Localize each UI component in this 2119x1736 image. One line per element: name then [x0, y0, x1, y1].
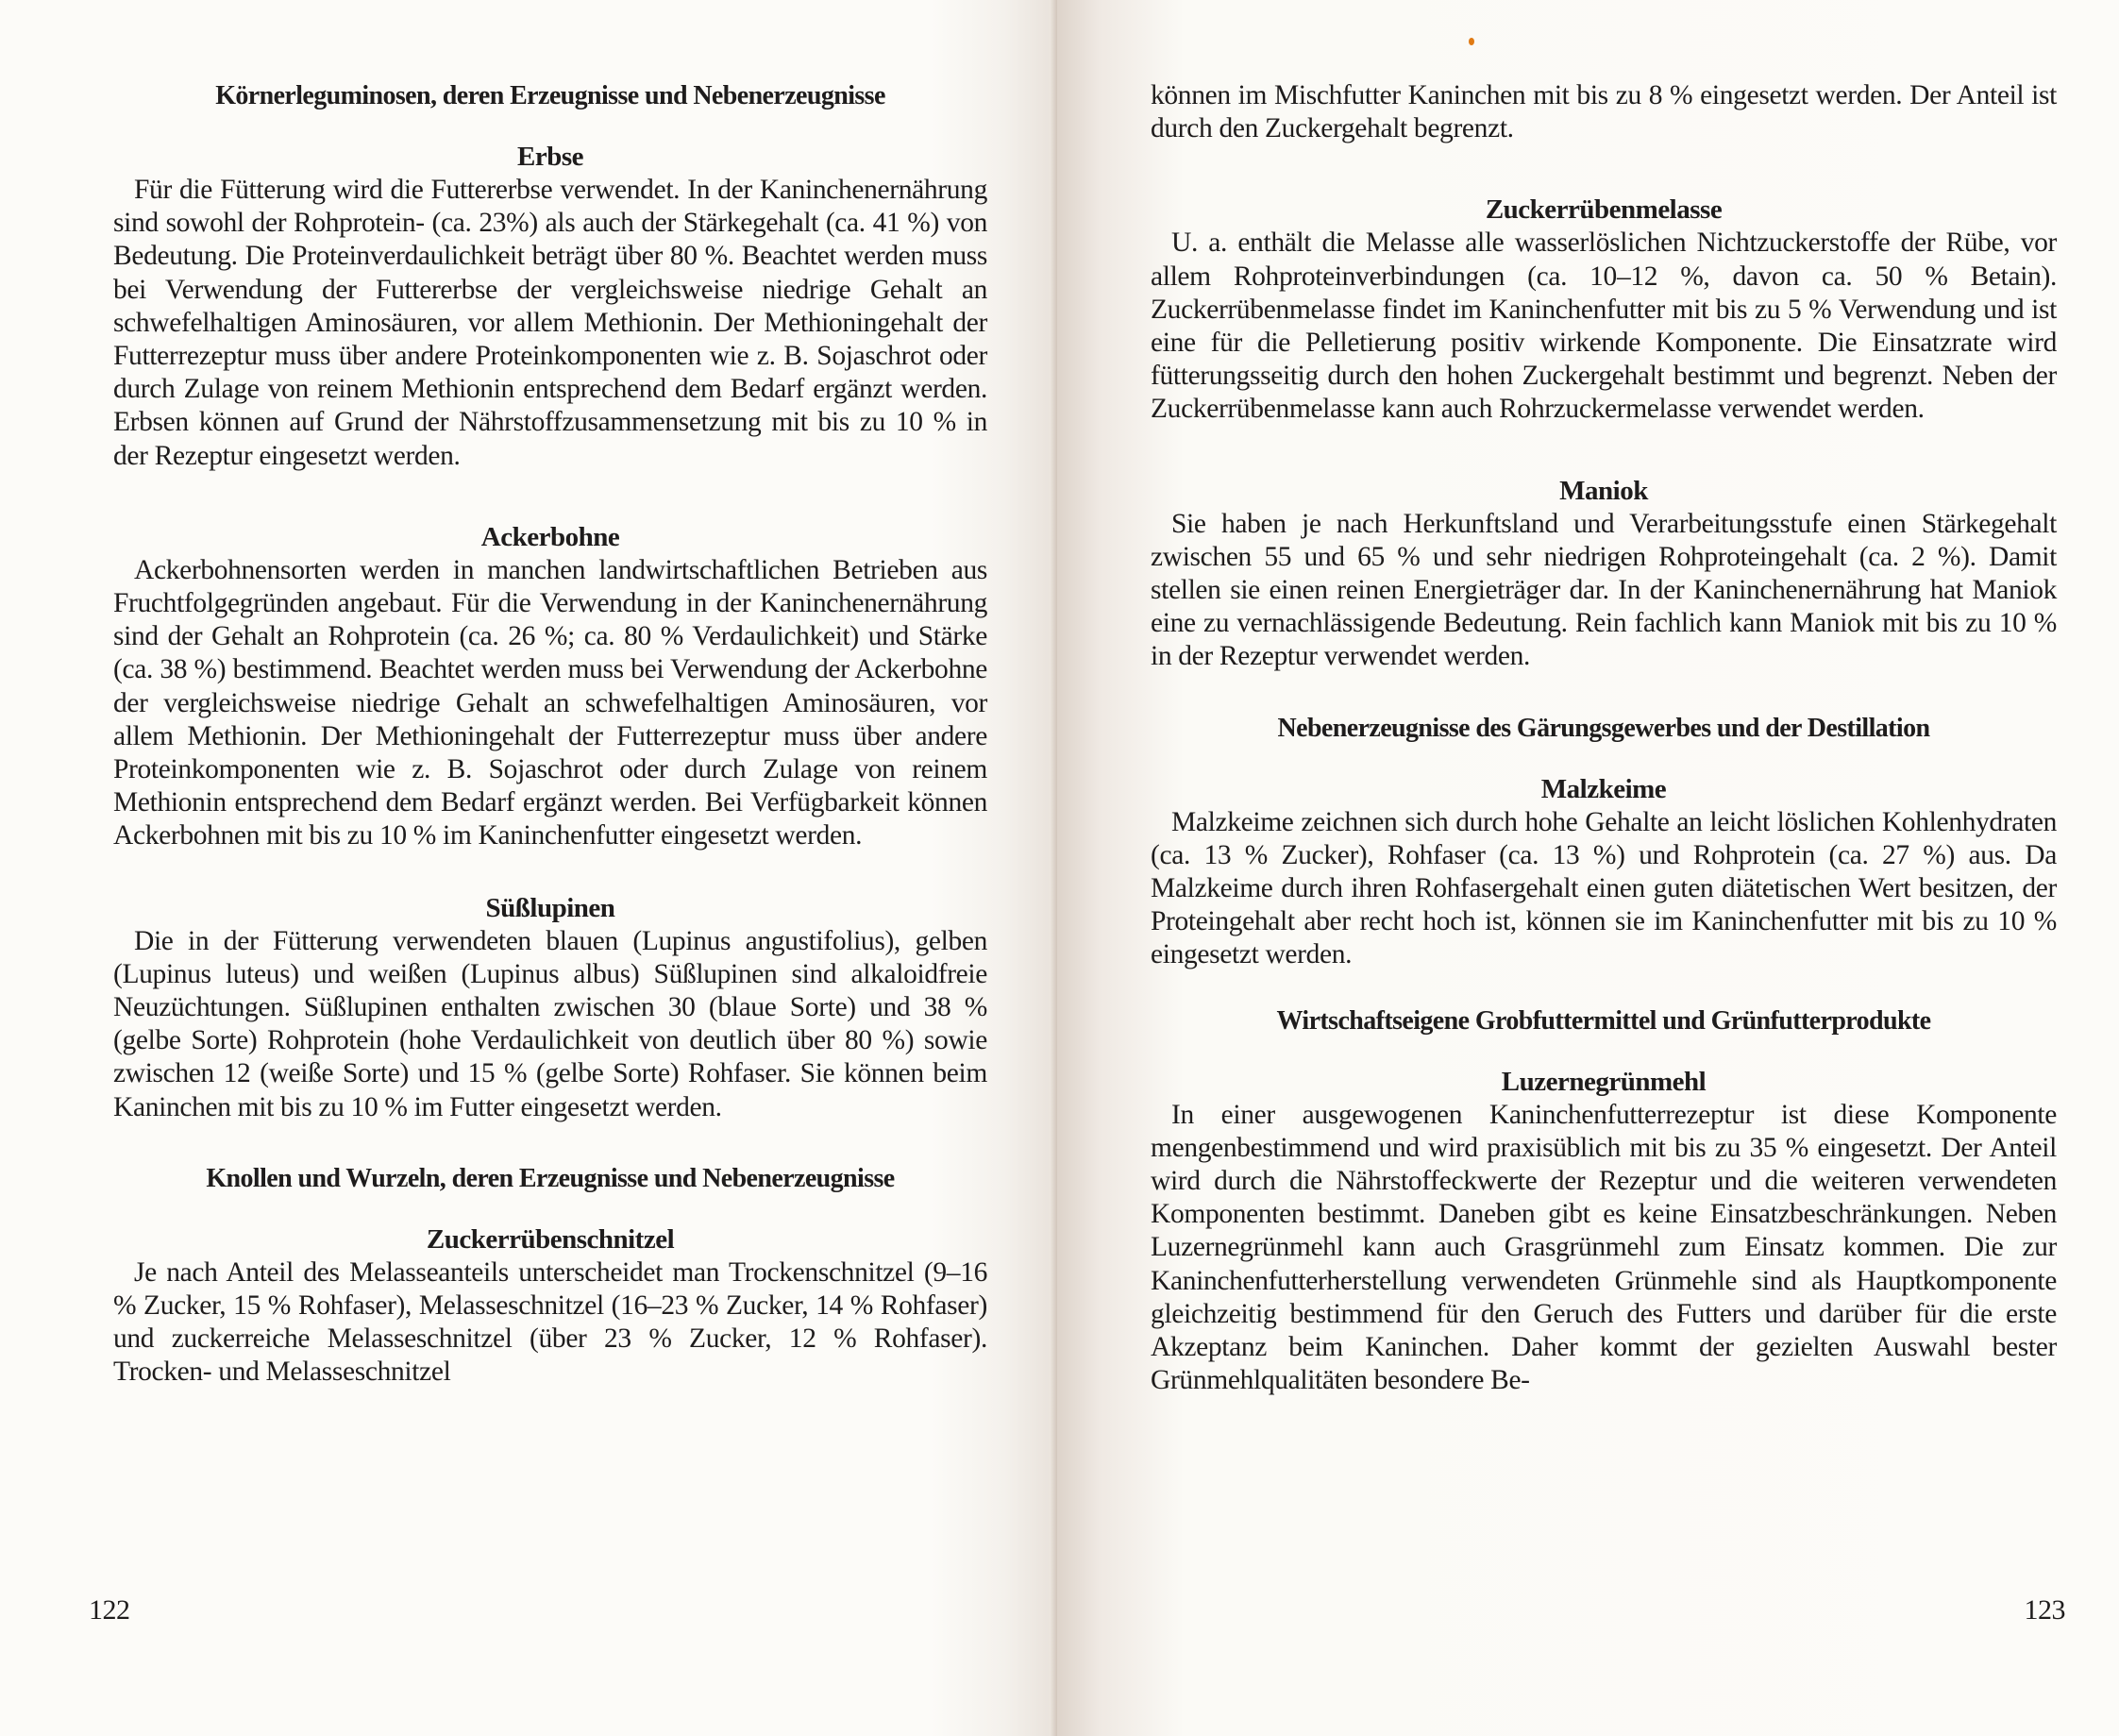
paragraph-ackerbohne: Ackerbohnensorten werden in manchen landwirtschaftlichen Betrieben aus Fruchtfolgegründen angebaut. Für die Verwendung in der Kaninchenernährung sind der Gehalt an Rohprotein (ca. 26 %; ca. 80 % Verdaulichkeit) und Stärke (ca. 38 %) bestimmend. Beachtet werden muss bei Verwendung der Ackerbohne der vergleichsweise niedrige Gehalt an schwefelhaltigen Aminosäuren, vor allem Methionin. Der Methioningehalt der Futterrezeptur muss über andere Proteinkomponenten wie z. B. Sojaschrot oder durch Zulage von reinem Methionin entsprechend dem Bedarf ergänzt werden. Bei Verfügbarkeit können Ackerbohnen mit bis zu 10 % im Kaninchenfutter eingesetzt werden. [113, 554, 987, 851]
subheading-suesslupinen: Süßlupinen [485, 892, 615, 923]
subheading-luzernegruenmehl: Luzernegrünmehl [1501, 1066, 1707, 1097]
paragraph-suesslupinen: Die in der Fütterung verwendeten blauen (Lupinus angustifolius), gelben (Lupinus luteus) und weißen (Lupinus albus) Süßlupinen sind alkaloidfreie Neuzüchtungen. Süßlupinen enthalten zwischen 30 (blaue Sorte) und 38 % (gelbe Sorte) Rohprotein (hohe Verdaulichkeit von deutlich über 80 %) sowie zwischen 12 (weiße Sorte) und 15 % (gelbe Sorte) Rohfaser. Sie können beim Kaninchen mit bis zu 10 % im Futter eingesetzt werden. [113, 925, 987, 1122]
section-heading-grobfuttermittel: Wirtschaftseigene Grobfuttermittel und Grünfutterprodukte [1276, 1005, 1931, 1036]
section-heading-koernerleguminosen: Körnerleguminosen, deren Erzeugnisse und Nebenerzeugnisse [215, 81, 885, 110]
page-number-right: 123 [2024, 1594, 2065, 1626]
paragraph-erbse: Für die Fütterung wird die Futtererbse verwendet. In der Kaninchenernährung sind sowohl der Rohprotein- (ca. 23%) als auch der Stärkegehalt (ca. 41 %) von Bedeutung. Die Proteinverdaulichkeit beträgt über 80 %. Beachtet werden muss bei Verwendung der Futtererbse der vergleichsweise niedrige Gehalt an schwefelhaltigen Aminosäuren, vor allem Methionin. Der Methioningehalt der Futterrezeptur muss über andere Proteinkomponenten wie z. B. Sojaschrot oder durch Zulage von reinem Methionin entsprechend dem Bedarf ergänzt werden. Erbsen können auf Grund der Nährstoffzusammensetzung mit bis zu 10 % in der Rezeptur eingesetzt werden. [113, 175, 987, 471]
ink-speck-mark [1469, 38, 1474, 45]
left-page-text [113, 79, 987, 1390]
paragraph-zuckerruebenmelasse: U. a. enthält die Melasse alle wasserlöslichen Nichtzuckerstoffe der Rübe, vor allem Rohproteinverbindungen (ca. 10–12 %, davon ca. 50 % Betain). Zuckerrübenmelasse findet im Kaninchenfutter mit bis zu 5 % Verwendung und ist eine für die Pelletierung positiv wirkende Komponente. Die Einsatzrate wird fütterungsseitig durch den hohen Zuckergehalt bestimmt und begrenzt. Neben der Zuckerrübenmelasse kann auch Rohrzuckermelasse verwendet werden. [1151, 228, 2057, 425]
section-heading-gaerungsgewerbe: Nebenerzeugnisse des Gärungsgewerbes und der Destillation [1277, 713, 1930, 743]
right-page-text [1151, 79, 2057, 1397]
left-page [0, 0, 1057, 1736]
paragraph-maniok: Sie haben je nach Herkunftsland und Verarbeitungsstufe einen Stärkegehalt zwischen 55 und 65 % und sehr niedrigen Rohproteingehalt (ca. 2 %). Damit stellen sie einen reinen Energieträger dar. In der Kaninchenernährung hat Maniok eine zu vernachlässigende Bedeutung. Rein fachlich kann Maniok mit bis zu 10 % in der Rezeptur verwendet werden. [1151, 508, 2057, 672]
paragraph-malzkeime: Malzkeime zeichnen sich durch hohe Gehalte an leicht löslichen Kohlenhydraten (ca. 13 % Zucker), Rohfaser (ca. 13 %) und Rohprotein (ca. 27 %) aus. Da Malzkeime durch ihren Rohfasergehalt einen guten diätetischen Wert besitzen, der Proteingehalt aber recht hoch ist, können sie im Kaninchenfutter mit bis zu 10 % eingesetzt werden. [1151, 806, 2057, 970]
subheading-zuckerruebenmelasse: Zuckerrübenmelasse [1485, 194, 1723, 226]
subheading-zuckerruebenschnitzel: Zuckerrübenschnitzel [426, 1223, 675, 1255]
paragraph-zuckerruebenschnitzel: Je nach Anteil des Melasseanteils unterscheidet man Trockenschnitzel (9–16 % Zucker, 15 % Rohfaser), Melasseschnitzel (16–23 % Zucker, 14 % Rohfaser) und zuckerreiche Melasseschnitzel (über 23 % Zucker, 12 % Rohfaser). Trocken- und Melasseschnitzel [113, 1256, 987, 1388]
subheading-maniok: Maniok [1559, 475, 1648, 506]
right-page [1057, 0, 2119, 1736]
paragraph-continuation: können im Mischfutter Kaninchen mit bis zu 8 % eingesetzt werden. Der Anteil ist durch den Zuckergehalt begrenzt. [1151, 80, 2057, 144]
paragraph-luzernegruenmehl: In einer ausgewogenen Kaninchenfutterrezeptur ist diese Komponente mengenbestimmend und wird praxisüblich mit bis zu 35 % eingesetzt. Der Anteil wird durch die Nährstoffeckwerte der Rezeptur und die weiteren verwendeten Komponenten bestimmt. Daneben gibt es keine Einsatzbeschränkungen. Neben Luzernegrünmehl kann auch Grasgrünmehl zum Einsatz kommen. Die zur Kaninchenfutterherstellung verwendeten Grünmehle sind als Hauptkomponente gleichzeitig bestimmend für den Geruch des Futters und darüber für die erste Akzeptanz beim Kaninchen. Daher kommt der gezielten Auswahl bester Grünmehlqualitäten besondere Be- [1151, 1099, 2057, 1396]
section-heading-knollen-wurzeln: Knollen und Wurzeln, deren Erzeugnisse und Nebenerzeugnisse [206, 1163, 895, 1193]
subheading-ackerbohne: Ackerbohne [480, 521, 620, 552]
page-number-left: 122 [89, 1594, 130, 1626]
subheading-malzkeime: Malzkeime [1540, 773, 1667, 804]
subheading-erbse: Erbse [517, 142, 583, 172]
